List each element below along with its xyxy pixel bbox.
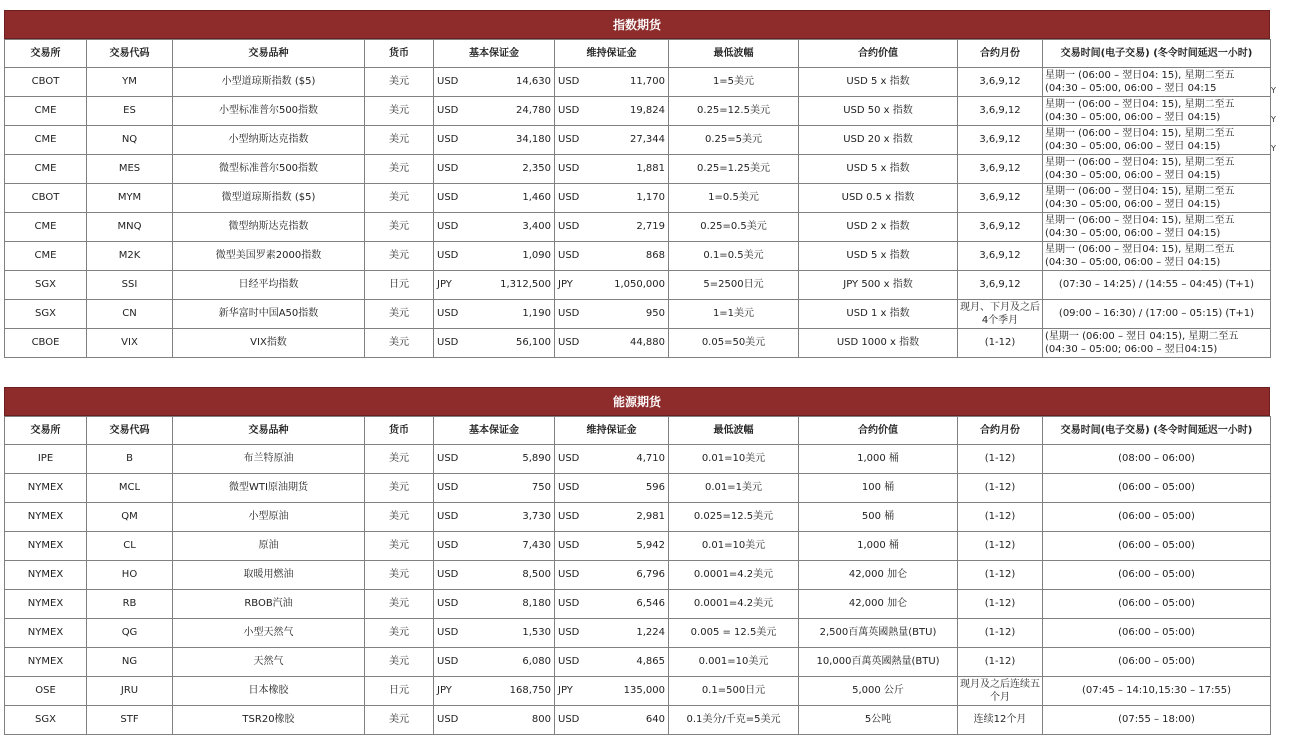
cell-product: 微型纳斯达克指数 [173,213,365,242]
header-tick: 最低波幅 [669,40,799,68]
cell-currency: 美元 [365,561,434,590]
cell-hours: (08:00 – 06:00) [1043,445,1271,474]
cell-exchange: NYMEX [5,590,87,619]
table-row [5,184,1271,213]
cell-initial-margin-currency: USD [434,213,484,242]
cell-months: 3,6,9,12 [958,242,1043,271]
cell-exchange: SGX [5,706,87,735]
cell-initial-margin-value: 6,080 [484,648,555,677]
cell-currency: 美元 [365,242,434,271]
cell-tick: 0.1=500日元 [669,677,799,706]
cell-contract-value: USD 5 x 指数 [799,242,958,271]
cell-maintenance-margin-value: 596 [605,474,669,503]
table-row [5,300,1271,329]
cell-code: MNQ [87,213,173,242]
cell-contract-value: USD 0.5 x 指数 [799,184,958,213]
cell-contract-value: 42,000 加仑 [799,561,958,590]
cell-code: SSI [87,271,173,300]
cell-tick: 1=0.5美元 [669,184,799,213]
cell-months: (1-12) [958,648,1043,677]
energy-futures-title: 能源期货 [4,387,1270,416]
table-row [5,648,1271,677]
cell-exchange: NYMEX [5,503,87,532]
cell-contract-value: 500 桶 [799,503,958,532]
cell-exchange: CME [5,242,87,271]
header-initial-margin: 基本保证金 [434,40,555,68]
cell-exchange: IPE [5,445,87,474]
overflow-mark: Y [1271,144,1276,153]
cell-initial-margin-value: 168,750 [484,677,555,706]
cell-code: MCL [87,474,173,503]
cell-maintenance-margin-value: 2,981 [605,503,669,532]
cell-contract-value: 2,500百萬英國熱量(BTU) [799,619,958,648]
table-row [5,532,1271,561]
index-header-row [5,40,1271,68]
cell-maintenance-margin-currency: USD [555,561,605,590]
table-row [5,619,1271,648]
cell-currency: 美元 [365,706,434,735]
cell-months: 现月、下月及之后4个季月 [958,300,1043,329]
cell-initial-margin-value: 1,312,500 [484,271,555,300]
cell-contract-value: 100 桶 [799,474,958,503]
cell-initial-margin-currency: USD [434,126,484,155]
cell-product: 小型天然气 [173,619,365,648]
header-hours: 交易时间(电子交易) (冬令时间延迟一小时) [1043,40,1271,68]
cell-maintenance-margin-value: 1,224 [605,619,669,648]
cell-initial-margin-currency: USD [434,68,484,97]
energy-header-row [5,417,1271,445]
cell-tick: 0.25=0.5美元 [669,213,799,242]
cell-contract-value: USD 20 x 指数 [799,126,958,155]
cell-maintenance-margin-value: 6,796 [605,561,669,590]
header-hours: 交易时间(电子交易) (冬令时间延迟一小时) [1043,417,1271,445]
cell-exchange: CBOT [5,184,87,213]
cell-product: 微型WTI原油期货 [173,474,365,503]
cell-code: HO [87,561,173,590]
cell-contract-value: 10,000百萬英國熱量(BTU) [799,648,958,677]
header-code: 交易代码 [87,40,173,68]
cell-exchange: NYMEX [5,561,87,590]
cell-product: 天然气 [173,648,365,677]
header-product: 交易品种 [173,417,365,445]
cell-maintenance-margin-value: 27,344 [605,126,669,155]
cell-code: CN [87,300,173,329]
cell-exchange: NYMEX [5,648,87,677]
table-row [5,68,1271,97]
cell-currency: 美元 [365,126,434,155]
cell-months: (1-12) [958,329,1043,358]
cell-tick: 0.25=12.5美元 [669,97,799,126]
cell-maintenance-margin-currency: USD [555,97,605,126]
cell-months: (1-12) [958,532,1043,561]
cell-maintenance-margin-value: 44,880 [605,329,669,358]
cell-initial-margin-currency: JPY [434,271,484,300]
table-row [5,97,1271,126]
cell-initial-margin-currency: USD [434,561,484,590]
header-initial-margin: 基本保证金 [434,417,555,445]
cell-currency: 美元 [365,648,434,677]
cell-tick: 1=5美元 [669,68,799,97]
cell-months: (1-12) [958,503,1043,532]
cell-product: 日经平均指数 [173,271,365,300]
cell-exchange: CBOT [5,68,87,97]
header-months: 合约月份 [958,40,1043,68]
cell-currency: 美元 [365,97,434,126]
cell-tick: 1=1美元 [669,300,799,329]
cell-initial-margin-value: 3,400 [484,213,555,242]
cell-initial-margin-currency: USD [434,648,484,677]
cell-exchange: NYMEX [5,532,87,561]
cell-hours: (星期一 (06:00 – 翌日 04:15), 星期二至五 (04:30 – 05:00; 06:00 – 翌日04:15) [1043,329,1271,358]
header-maintenance-margin: 维持保证金 [555,417,669,445]
cell-maintenance-margin-currency: USD [555,532,605,561]
table-row [5,561,1271,590]
cell-exchange: SGX [5,271,87,300]
cell-maintenance-margin-currency: USD [555,126,605,155]
cell-exchange: NYMEX [5,619,87,648]
cell-initial-margin-currency: USD [434,97,484,126]
cell-months: (1-12) [958,590,1043,619]
cell-initial-margin-value: 1,530 [484,619,555,648]
cell-maintenance-margin-value: 1,881 [605,155,669,184]
cell-hours: (07:30 – 14:25) / (14:55 – 04:45) (T+1) [1043,271,1271,300]
header-product: 交易品种 [173,40,365,68]
cell-code: B [87,445,173,474]
cell-hours: (06:00 – 05:00) [1043,503,1271,532]
cell-tick: 0.0001=4.2美元 [669,561,799,590]
cell-maintenance-margin-currency: USD [555,68,605,97]
cell-tick: 0.01=10美元 [669,532,799,561]
cell-hours: 星期一 (06:00 – 翌日04: 15), 星期二至五 (04:30 – 05:00, 06:00 – 翌日 04:15 [1043,68,1271,97]
cell-code: M2K [87,242,173,271]
cell-maintenance-margin-value: 11,700 [605,68,669,97]
cell-tick: 5=2500日元 [669,271,799,300]
cell-tick: 0.005 = 12.5美元 [669,619,799,648]
cell-product: 微型道琼斯指数 ($5) [173,184,365,213]
header-tick: 最低波幅 [669,417,799,445]
cell-maintenance-margin-currency: USD [555,329,605,358]
cell-product: 取暖用燃油 [173,561,365,590]
table-row [5,677,1271,706]
cell-code: YM [87,68,173,97]
cell-product: 微型标准普尔500指数 [173,155,365,184]
cell-exchange: CME [5,126,87,155]
cell-contract-value: 42,000 加仑 [799,590,958,619]
cell-maintenance-margin-currency: USD [555,155,605,184]
cell-hours: 星期一 (06:00 – 翌日04: 15), 星期二至五 (04:30 – 05:00, 06:00 – 翌日 04:15) [1043,126,1271,155]
cell-hours: (07:55 – 18:00) [1043,706,1271,735]
energy-futures-section [4,387,1270,735]
cell-months: (1-12) [958,445,1043,474]
cell-initial-margin-value: 2,350 [484,155,555,184]
cell-code: STF [87,706,173,735]
cell-initial-margin-currency: USD [434,532,484,561]
cell-code: NG [87,648,173,677]
cell-hours: 星期一 (06:00 – 翌日04: 15), 星期二至五 (04:30 – 05:00, 06:00 – 翌日 04:15) [1043,97,1271,126]
cell-hours: (06:00 – 05:00) [1043,648,1271,677]
cell-product: 原油 [173,532,365,561]
cell-months: 3,6,9,12 [958,184,1043,213]
cell-months: 3,6,9,12 [958,213,1043,242]
cell-initial-margin-currency: USD [434,474,484,503]
cell-maintenance-margin-value: 1,170 [605,184,669,213]
cell-months: (1-12) [958,561,1043,590]
cell-maintenance-margin-currency: USD [555,300,605,329]
cell-maintenance-margin-currency: USD [555,242,605,271]
table-row [5,242,1271,271]
cell-currency: 美元 [365,184,434,213]
table-row [5,590,1271,619]
cell-initial-margin-currency: USD [434,619,484,648]
cell-initial-margin-value: 8,180 [484,590,555,619]
index-body [5,68,1271,358]
cell-initial-margin-value: 1,190 [484,300,555,329]
cell-initial-margin-currency: JPY [434,677,484,706]
table-row [5,706,1271,735]
table-row [5,271,1271,300]
cell-product: RBOB汽油 [173,590,365,619]
cell-contract-value: JPY 500 x 指数 [799,271,958,300]
cell-exchange: CME [5,155,87,184]
cell-initial-margin-value: 8,500 [484,561,555,590]
header-exchange: 交易所 [5,40,87,68]
cell-maintenance-margin-currency: USD [555,648,605,677]
cell-currency: 美元 [365,445,434,474]
header-currency: 货币 [365,417,434,445]
table-row [5,329,1271,358]
cell-product: VIX指数 [173,329,365,358]
header-code: 交易代码 [87,417,173,445]
cell-maintenance-margin-value: 4,865 [605,648,669,677]
header-currency: 货币 [365,40,434,68]
cell-maintenance-margin-value: 2,719 [605,213,669,242]
cell-contract-value: USD 5 x 指数 [799,68,958,97]
cell-code: QG [87,619,173,648]
cell-initial-margin-currency: USD [434,503,484,532]
cell-initial-margin-value: 24,780 [484,97,555,126]
cell-maintenance-margin-currency: USD [555,213,605,242]
cell-product: 新华富时中国A50指数 [173,300,365,329]
header-months: 合约月份 [958,417,1043,445]
cell-hours: (06:00 – 05:00) [1043,590,1271,619]
cell-product: TSR20橡胶 [173,706,365,735]
table-row [5,155,1271,184]
cell-maintenance-margin-value: 6,546 [605,590,669,619]
cell-contract-value: 1,000 桶 [799,532,958,561]
cell-maintenance-margin-value: 1,050,000 [605,271,669,300]
cell-initial-margin-currency: USD [434,184,484,213]
cell-hours: (06:00 – 05:00) [1043,532,1271,561]
cell-maintenance-margin-value: 868 [605,242,669,271]
cell-initial-margin-currency: USD [434,329,484,358]
header-maintenance-margin: 维持保证金 [555,40,669,68]
cell-maintenance-margin-currency: JPY [555,677,605,706]
cell-maintenance-margin-value: 950 [605,300,669,329]
cell-tick: 0.025=12.5美元 [669,503,799,532]
cell-code: JRU [87,677,173,706]
cell-currency: 美元 [365,213,434,242]
index-futures-table [4,39,1271,358]
cell-tick: 0.05=50美元 [669,329,799,358]
cell-contract-value: 1,000 桶 [799,445,958,474]
cell-tick: 0.25=5美元 [669,126,799,155]
cell-contract-value: 5公吨 [799,706,958,735]
cell-months: 3,6,9,12 [958,271,1043,300]
cell-hours: 星期一 (06:00 – 翌日04: 15), 星期二至五 (04:30 – 05:00, 06:00 – 翌日 04:15) [1043,242,1271,271]
cell-product: 小型原油 [173,503,365,532]
cell-tick: 0.01=1美元 [669,474,799,503]
cell-currency: 日元 [365,271,434,300]
cell-currency: 美元 [365,474,434,503]
cell-initial-margin-value: 7,430 [484,532,555,561]
header-exchange: 交易所 [5,417,87,445]
cell-initial-margin-currency: USD [434,706,484,735]
cell-exchange: CME [5,213,87,242]
energy-body [5,445,1271,735]
table-row [5,445,1271,474]
cell-initial-margin-value: 3,730 [484,503,555,532]
cell-tick: 0.1美分/千克=5美元 [669,706,799,735]
index-futures-title: 指数期货 [4,10,1270,39]
cell-initial-margin-value: 56,100 [484,329,555,358]
cell-contract-value: 5,000 公斤 [799,677,958,706]
cell-code: RB [87,590,173,619]
cell-exchange: OSE [5,677,87,706]
cell-currency: 日元 [365,677,434,706]
header-contract-value: 合约价值 [799,40,958,68]
cell-contract-value: USD 1 x 指数 [799,300,958,329]
cell-currency: 美元 [365,532,434,561]
cell-maintenance-margin-currency: USD [555,590,605,619]
cell-maintenance-margin-currency: USD [555,445,605,474]
cell-hours: (06:00 – 05:00) [1043,474,1271,503]
cell-tick: 0.1=0.5美元 [669,242,799,271]
cell-exchange: SGX [5,300,87,329]
cell-code: NQ [87,126,173,155]
cell-hours: 星期一 (06:00 – 翌日04: 15), 星期二至五 (04:30 – 05:00, 06:00 – 翌日 04:15) [1043,184,1271,213]
cell-maintenance-margin-value: 5,942 [605,532,669,561]
cell-currency: 美元 [365,619,434,648]
cell-months: 3,6,9,12 [958,97,1043,126]
cell-product: 小型标准普尔500指数 [173,97,365,126]
cell-initial-margin-value: 750 [484,474,555,503]
cell-code: QM [87,503,173,532]
cell-product: 小型纳斯达克指数 [173,126,365,155]
cell-months: 现月及之后连续五个月 [958,677,1043,706]
cell-currency: 美元 [365,329,434,358]
cell-initial-margin-currency: USD [434,155,484,184]
cell-product: 微型美国罗素2000指数 [173,242,365,271]
cell-hours: (09:00 – 16:30) / (17:00 – 05:15) (T+1) [1043,300,1271,329]
cell-product: 小型道琼斯指数 ($5) [173,68,365,97]
cell-code: ES [87,97,173,126]
cell-months: 3,6,9,12 [958,155,1043,184]
cell-currency: 美元 [365,590,434,619]
cell-contract-value: USD 1000 x 指数 [799,329,958,358]
cell-tick: 0.0001=4.2美元 [669,590,799,619]
cell-initial-margin-value: 800 [484,706,555,735]
cell-months: 连续12个月 [958,706,1043,735]
cell-exchange: CME [5,97,87,126]
table-row [5,503,1271,532]
cell-currency: 美元 [365,68,434,97]
cell-tick: 0.001=10美元 [669,648,799,677]
cell-hours: (06:00 – 05:00) [1043,561,1271,590]
header-contract-value: 合约价值 [799,417,958,445]
energy-futures-table [4,416,1271,735]
cell-maintenance-margin-currency: JPY [555,271,605,300]
cell-initial-margin-value: 5,890 [484,445,555,474]
cell-initial-margin-value: 34,180 [484,126,555,155]
cell-hours: (07:45 – 14:10,15:30 – 17:55) [1043,677,1271,706]
cell-maintenance-margin-currency: USD [555,184,605,213]
cell-tick: 0.01=10美元 [669,445,799,474]
cell-code: MES [87,155,173,184]
cell-months: (1-12) [958,619,1043,648]
cell-code: VIX [87,329,173,358]
cell-initial-margin-currency: USD [434,300,484,329]
cell-months: (1-12) [958,474,1043,503]
cell-initial-margin-currency: USD [434,445,484,474]
cell-initial-margin-value: 1,090 [484,242,555,271]
cell-months: 3,6,9,12 [958,68,1043,97]
cell-hours: (06:00 – 05:00) [1043,619,1271,648]
cell-tick: 0.25=1.25美元 [669,155,799,184]
cell-contract-value: USD 2 x 指数 [799,213,958,242]
cell-exchange: CBOE [5,329,87,358]
cell-maintenance-margin-currency: USD [555,474,605,503]
overflow-mark: Y [1271,115,1276,124]
cell-product: 日本橡胶 [173,677,365,706]
cell-currency: 美元 [365,300,434,329]
cell-months: 3,6,9,12 [958,126,1043,155]
cell-initial-margin-value: 14,630 [484,68,555,97]
cell-maintenance-margin-value: 135,000 [605,677,669,706]
table-row [5,474,1271,503]
cell-maintenance-margin-value: 19,824 [605,97,669,126]
cell-product: 布兰特原油 [173,445,365,474]
cell-initial-margin-currency: USD [434,590,484,619]
cell-maintenance-margin-currency: USD [555,503,605,532]
cell-code: CL [87,532,173,561]
cell-hours: 星期一 (06:00 – 翌日04: 15), 星期二至五 (04:30 – 05:00, 06:00 – 翌日 04:15) [1043,213,1271,242]
table-row [5,126,1271,155]
cell-initial-margin-currency: USD [434,242,484,271]
cell-initial-margin-value: 1,460 [484,184,555,213]
cell-hours: 星期一 (06:00 – 翌日04: 15), 星期二至五 (04:30 – 05:00, 06:00 – 翌日 04:15) [1043,155,1271,184]
cell-maintenance-margin-currency: USD [555,619,605,648]
cell-maintenance-margin-value: 4,710 [605,445,669,474]
cell-maintenance-margin-value: 640 [605,706,669,735]
index-futures-section [4,10,1270,358]
cell-maintenance-margin-currency: USD [555,706,605,735]
cell-exchange: NYMEX [5,474,87,503]
cell-code: MYM [87,184,173,213]
cell-contract-value: USD 50 x 指数 [799,97,958,126]
cell-contract-value: USD 5 x 指数 [799,155,958,184]
table-row [5,213,1271,242]
overflow-mark: Y [1271,86,1276,95]
cell-currency: 美元 [365,155,434,184]
cell-currency: 美元 [365,503,434,532]
